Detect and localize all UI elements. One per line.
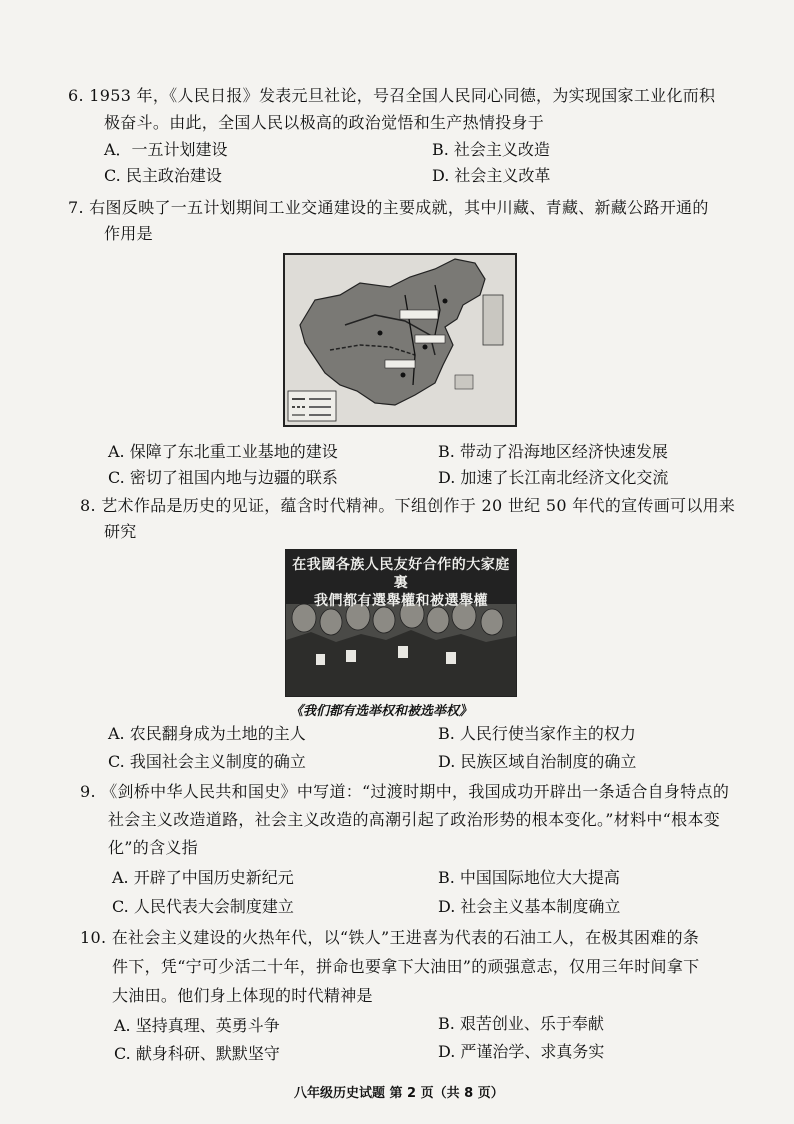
q9-line2: 社会主义改造道路，社会主义改造的高潮引起了政治形势的根本变化。”材料中“根本变 — [108, 810, 721, 829]
q9-line3: 化”的含义指 — [108, 838, 198, 857]
q8-line1: 8. 艺术作品是历史的见证，蕴含时代精神。下组创作于 20 世纪 50 年代的宣传画可以用来 — [80, 496, 736, 515]
q9-option-a: A. 开辟了中国历史新纪元 — [112, 868, 294, 887]
q7-line1: 7. 右图反映了一五计划期间工业交通建设的主要成就，其中川藏、青藏、新藏公路开通的 — [68, 198, 709, 217]
q8-option-a: A. 农民翻身成为土地的主人 — [108, 724, 306, 743]
map-illustration — [285, 255, 515, 425]
q10-line2: 件下，凭“宁可少活二十年，拼命也要拿下大油田”的顽强意志，仅用三年时间拿下 — [112, 957, 700, 976]
q10-option-b: B. 艰苦创业、乐于奉献 — [438, 1014, 604, 1033]
china-map-figure — [283, 253, 517, 427]
q9-line1: 9. 《剑桥中华人民共和国史》中写道：“过渡时期中，我国成功开辟出一条适合自身特点的 — [80, 782, 730, 801]
q7-option-d: D. 加速了长江南北经济文化交流 — [438, 468, 669, 487]
q8-line2: 研究 — [104, 522, 137, 541]
poster-caption: 《我们都有选举权和被选举权》 — [290, 704, 473, 719]
q6-option-d: D. 社会主义改革 — [432, 166, 551, 185]
q9-option-d: D. 社会主义基本制度确立 — [438, 897, 621, 916]
q7-option-a: A. 保障了东北重工业基地的建设 — [108, 442, 338, 461]
q8-option-d: D. 民族区域自治制度的确立 — [438, 752, 637, 771]
q10-option-a: A. 坚持真理、英勇斗争 — [114, 1016, 280, 1035]
propaganda-poster — [285, 549, 517, 697]
q6-option-b: B. 社会主义改造 — [432, 140, 550, 159]
poster-banner — [286, 550, 516, 609]
q7-line2: 作用是 — [104, 224, 153, 243]
q7-option-b: B. 带动了沿海地区经济快速发展 — [438, 442, 668, 461]
q6-line2: 极奋斗。由此，全国人民以极高的政治觉悟和生产热情投身于 — [104, 113, 545, 132]
q8-option-b: B. 人民行使当家作主的权力 — [438, 724, 636, 743]
q10-option-d: D. 严谨治学、求真务实 — [438, 1042, 605, 1061]
q10-option-c: C. 献身科研、默默坚守 — [114, 1044, 280, 1063]
q10-line3: 大油田。他们身上体现的时代精神是 — [112, 986, 373, 1005]
q9-option-b: B. 中国国际地位大大提高 — [438, 868, 620, 887]
q6-line1: 6. 1953 年，《人民日报》发表元旦社论，号召全国人民同心同德，为实现国家工业化而积 — [68, 86, 716, 105]
q9-option-c: C. 人民代表大会制度建立 — [112, 897, 294, 916]
q10-line1: 10. 在社会主义建设的火热年代，以“铁人”王进喜为代表的石油工人，在极其困难的条 — [80, 928, 700, 947]
page-footer: 八年级历史试题 第 2 页（共 8 页） — [294, 1086, 504, 1101]
q6-option-a: A．一五计划建设 — [104, 140, 228, 159]
q6-option-c: C. 民主政治建设 — [104, 166, 222, 185]
poster-slogan-line2: 我們都有選舉權和被選舉權 — [314, 593, 488, 609]
q8-option-c: C. 我国社会主义制度的确立 — [108, 752, 306, 771]
q7-option-c: C. 密切了祖国内地与边疆的联系 — [108, 468, 338, 487]
poster-slogan-line1: 在我國各族人民友好合作的大家庭裏 — [292, 557, 510, 591]
